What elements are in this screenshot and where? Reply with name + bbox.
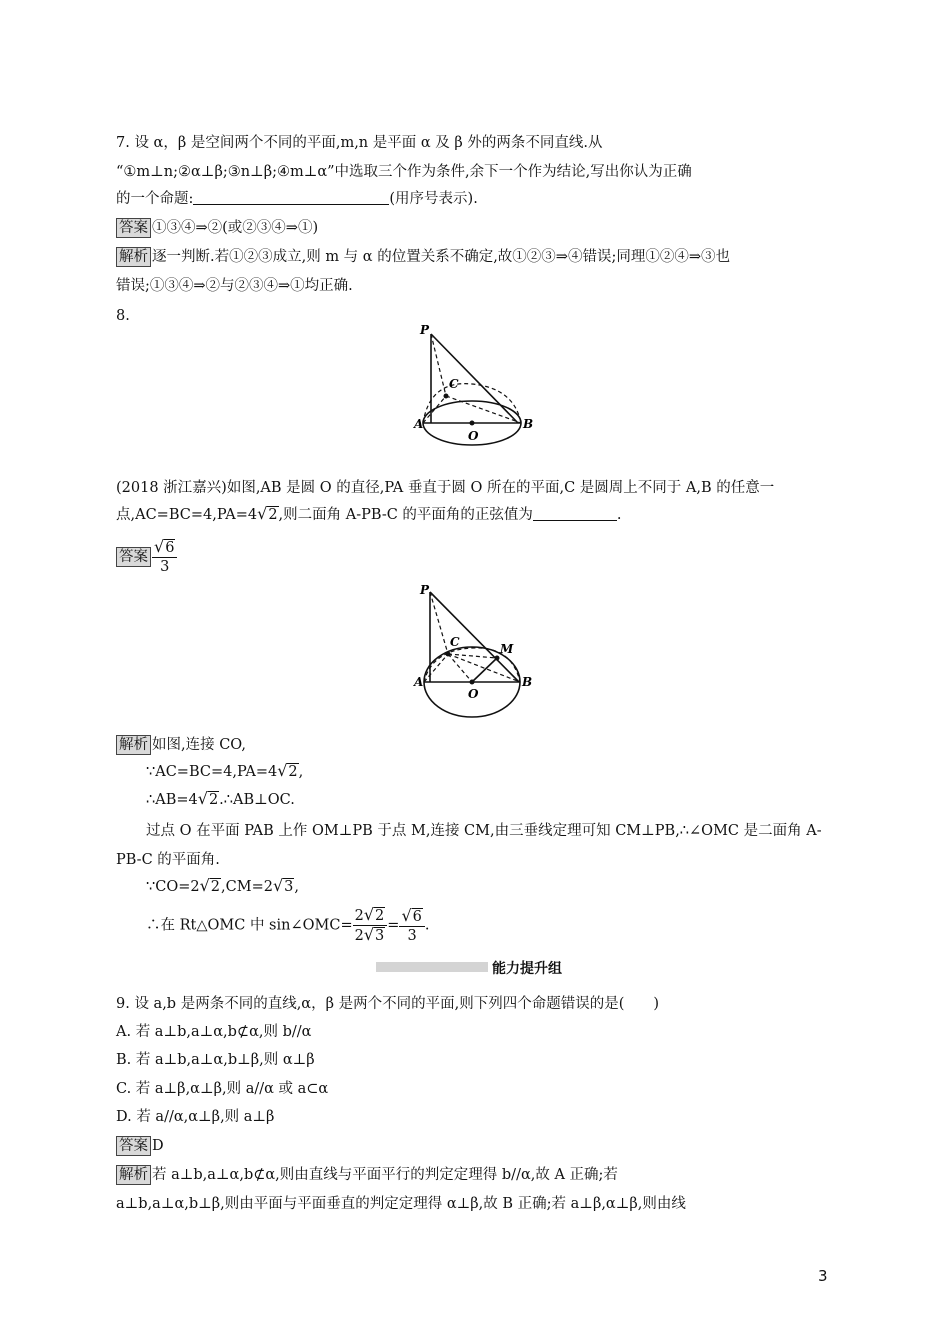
q8-a5: PB-C 的平面角.	[116, 852, 220, 868]
q9-analysis2: a⊥b,a⊥α,b⊥β,则由平面与平面垂直的判定定理得 α⊥β,故 B 正确;若 a⊥β,α⊥β,则由线	[116, 1196, 686, 1212]
point-c	[446, 652, 451, 657]
q8-a4: 过点 O 在平面 PAB 上作 OM⊥PB 于点 M,连接 CM,由三垂线定理可知 CM⊥PB,∴∠OMC 是二面角 A-	[146, 823, 822, 839]
figure-2	[410, 582, 540, 722]
segment-co	[448, 654, 472, 682]
q8-stem2-end: .	[616, 507, 622, 523]
q9-option-c: C. 若 a⊥β,α⊥β,则 a//α 或 a⊂α	[116, 1081, 329, 1097]
q8-a7-eq: =	[387, 917, 400, 934]
figure-1	[410, 322, 535, 447]
q8-stem2-rad: 2	[268, 507, 278, 523]
section-bar	[376, 962, 488, 972]
q8-answer-den: 3	[160, 559, 170, 575]
label-p: P	[420, 323, 430, 337]
section-title: 能力提升组	[492, 961, 562, 977]
q9-analysis1: 若 a⊥b,a⊥α,b⊄α,则由直线与平面平行的判定定理得 b//α,故 A 正确;若	[152, 1167, 618, 1183]
q9-stem: 9. 设 a,b 是两条不同的直线,α，β 是两个不同的平面,则下列四个命题错误的是( )	[116, 996, 660, 1012]
q7-answer-line	[116, 218, 318, 238]
q7-line2: “①m⊥n;②α⊥β;③n⊥β;④m⊥α”中选取三个作为条件,余下一个作为结论,写出你认为正确	[116, 164, 692, 180]
q8-answer-line	[116, 538, 177, 576]
point-o	[470, 421, 475, 426]
label-c: C	[449, 377, 459, 391]
segment-pb	[431, 334, 518, 423]
segment-pb	[430, 592, 519, 682]
label-b: B	[523, 417, 534, 431]
q8-a2: ∵AC=BC=4,PA=4√2,	[146, 761, 304, 780]
q8-a3-post: .∴AB⊥OC.	[219, 792, 295, 808]
q9-option-a: A. 若 a⊥b,a⊥α,b⊄α,则 b//α	[116, 1024, 312, 1040]
segment-ac	[423, 396, 446, 423]
analysis-tag: 解析	[116, 1165, 151, 1185]
q8-a3-pre: ∴AB=4	[146, 792, 198, 808]
analysis-tag: 解析	[116, 247, 151, 267]
q8-answer-blank	[533, 506, 617, 521]
q8-a7-fraction1: $\frac{2√2}{2√3}$	[353, 906, 388, 945]
label-b: B	[522, 675, 533, 689]
analysis-tag: 解析	[116, 735, 151, 755]
q8-a7-end: .	[424, 917, 430, 934]
q8-a2-pre: ∵AC=BC=4,PA=4	[146, 764, 278, 780]
segment-pc	[431, 334, 446, 396]
q7-analysis1: 逐一判断.若①②③成立,则 m 与 α 的位置关系不确定,故①②③⇒④错误;同理①②④⇒③也	[152, 249, 730, 265]
q8-a1: 如图,连接 CO,	[152, 737, 246, 753]
label-a: A	[414, 675, 424, 689]
q7-line1: 7. 设 α，β 是空间两个不同的平面,m,n 是平面 α 及 β 外的两条不同直线.从	[116, 135, 603, 151]
sqrt-sign: √	[257, 504, 268, 523]
q8-a2-post: ,	[298, 764, 304, 780]
q8-a6-mid: ,CM=2	[221, 879, 273, 895]
point-o	[470, 680, 475, 685]
answer-tag: 答案	[116, 547, 151, 567]
q9-answer: D	[152, 1138, 164, 1154]
q8-a6-rad2: 3	[284, 879, 294, 895]
q7-answer-blank	[193, 190, 389, 205]
q7-line3-post: (用序号表示).	[389, 191, 478, 207]
q8-a3-rad: 2	[208, 792, 219, 808]
segment-om	[472, 658, 497, 682]
q8-a6-rad1: 2	[210, 879, 221, 895]
point-c	[444, 394, 449, 399]
segment-cb	[448, 654, 520, 682]
q8-a6-post: ,	[294, 879, 300, 895]
label-m: M	[500, 642, 514, 656]
label-a: A	[414, 417, 424, 431]
q7-answer: ①③④⇒②(或②③④⇒①)	[152, 220, 319, 236]
label-p: P	[420, 583, 430, 597]
label-c: C	[450, 635, 460, 649]
label-o: O	[468, 687, 479, 701]
q8-analysis-line1	[116, 735, 246, 755]
q8-a7	[146, 906, 429, 945]
q8-a6-pre: ∵CO=2	[146, 879, 200, 895]
q8-stem2-pre: 点,AC=BC=4,PA=4	[116, 507, 258, 523]
q9-option-d: D. 若 a//α,α⊥β,则 a⊥β	[116, 1109, 275, 1125]
q8-a6: ∵CO=2√2,CM=2√3,	[146, 876, 300, 895]
answer-tag: 答案	[116, 1136, 151, 1156]
q9-answer-line	[116, 1136, 164, 1156]
q9-analysis-line1	[116, 1165, 618, 1185]
q8-answer-fraction: $\frac{√6}{3}$	[152, 538, 177, 576]
label-o: O	[468, 429, 479, 443]
q7-analysis-line1	[116, 247, 730, 267]
q8-stem2	[116, 504, 622, 525]
point-m	[495, 656, 500, 661]
q8-a7-fraction2: $\frac{√6}{3}$	[399, 907, 424, 945]
q8-stem2-post: ,则二面角 A-PB-C 的平面角的正弦值为	[278, 507, 533, 523]
page-number: 3	[818, 1267, 828, 1285]
q8-a3: ∴AB=4√2.∴AB⊥OC.	[146, 789, 295, 808]
q7-line3-pre: 的一个命题:	[116, 191, 194, 207]
q8-answer-num: 6	[165, 540, 175, 556]
answer-tag: 答案	[116, 218, 151, 238]
q9-option-b: B. 若 a⊥b,a⊥α,b⊥β,则 α⊥β	[116, 1052, 315, 1068]
q7-line3	[116, 189, 478, 209]
q8-a2-rad: 2	[288, 764, 298, 780]
q8-a7-pre: ∴在 Rt△OMC 中 sin∠OMC=	[146, 917, 353, 934]
q8-stem1: (2018 浙江嘉兴)如图,AB 是圆 O 的直径,PA 垂直于圆 O 所在的平面,C 是圆周上不同于 A,B 的任意一	[116, 480, 775, 496]
q7-analysis2: 错误;①③④⇒②与②③④⇒①均正确.	[116, 278, 353, 294]
q8-number: 8.	[116, 308, 130, 324]
